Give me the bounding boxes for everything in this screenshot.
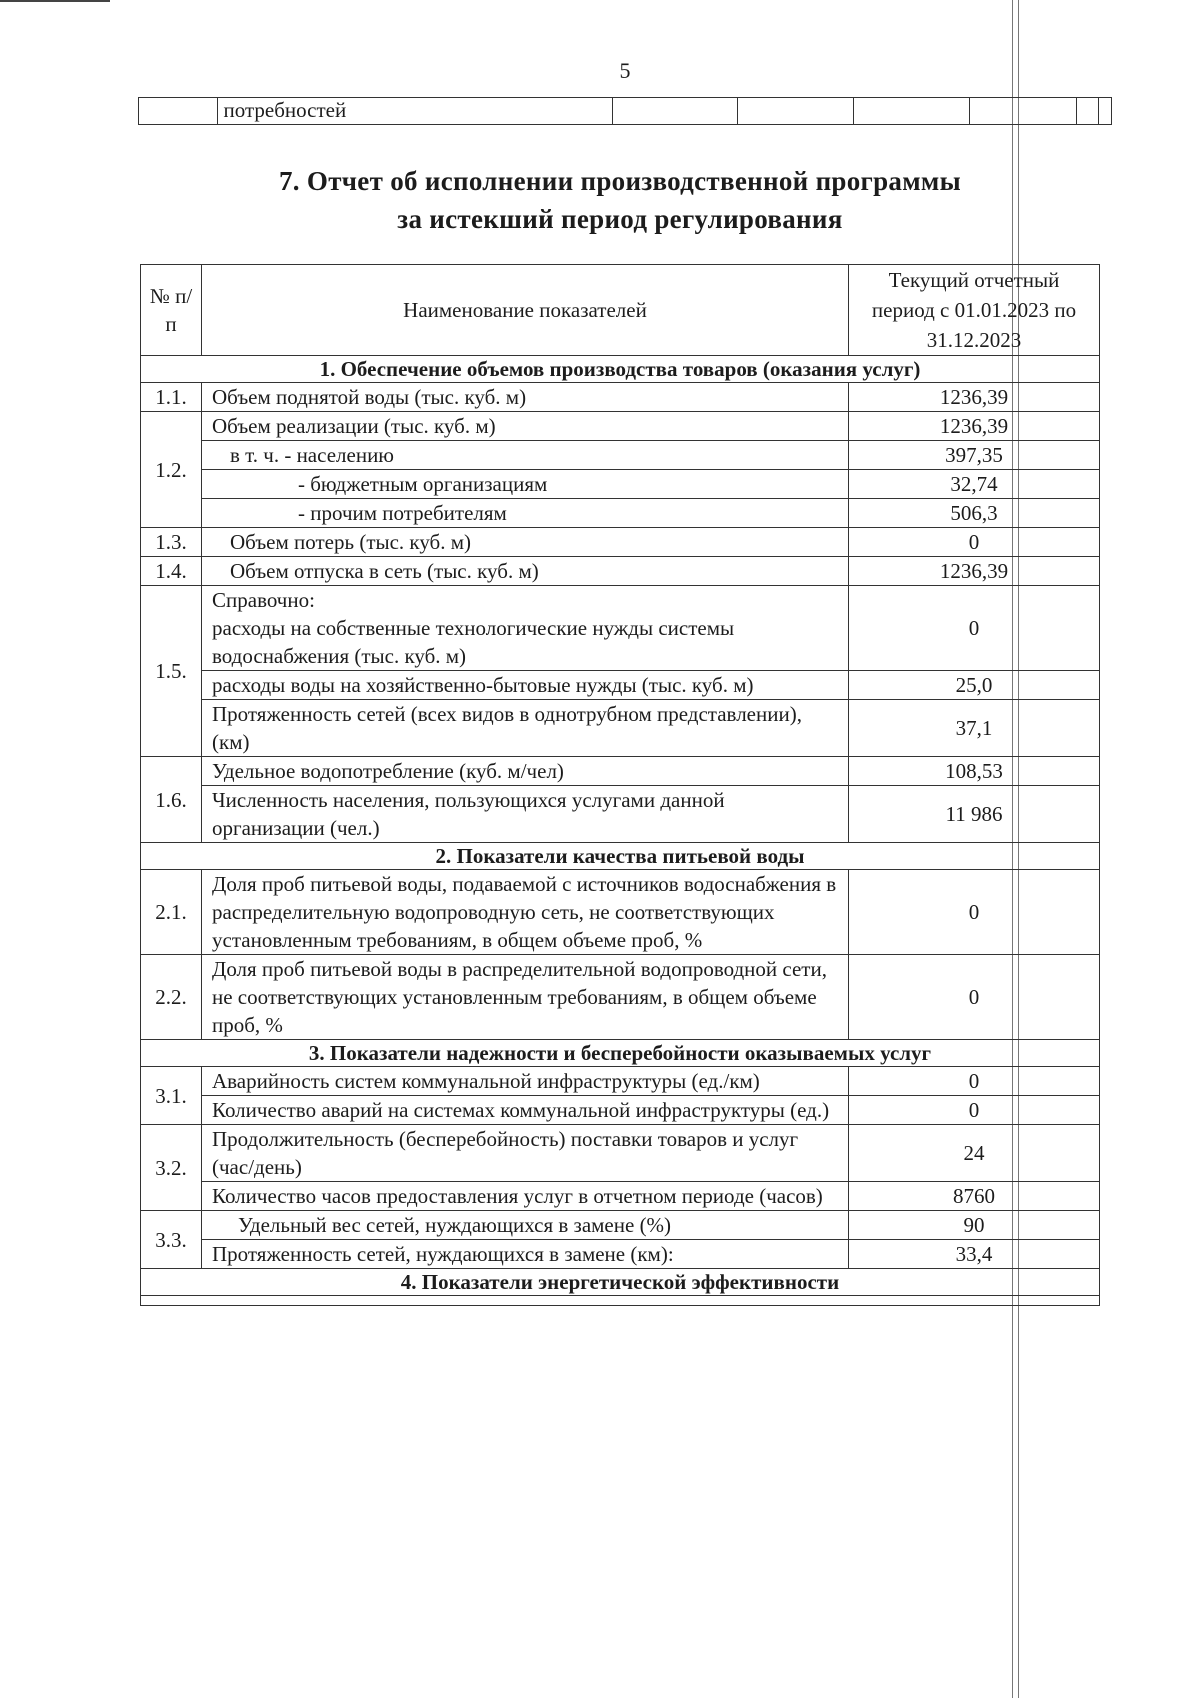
section-row (141, 1040, 1100, 1067)
row-value: 0 (849, 955, 1100, 1040)
row-num: 1.6. (141, 757, 202, 843)
row-num: 2.2. (141, 955, 202, 1040)
row-name: Объем отпуска в сеть (тыс. куб. м) (202, 557, 849, 586)
row-value: 1236,39 (849, 383, 1100, 412)
row-value: 1236,39 (849, 412, 1100, 441)
section-row (141, 356, 1100, 383)
row-num: 1.5. (141, 586, 202, 757)
table-row (141, 1211, 1100, 1240)
table-row (141, 1125, 1100, 1182)
section-heading: 4. Показатели энергетической эффективности (141, 1269, 1100, 1296)
row-value: 11 986 (849, 786, 1100, 843)
table-row (141, 786, 1100, 843)
row-name: Справочно: расходы на собственные технологические нужды системы водоснабжения (тыс. куб. м) (202, 586, 849, 671)
header-name: Наименование показателей (202, 265, 849, 356)
table-row (141, 557, 1100, 586)
header-num: № п/п (141, 265, 202, 356)
row-value: 0 (849, 586, 1100, 671)
production-program-table (140, 264, 1100, 1306)
row-value: 397,35 (849, 441, 1100, 470)
row-num: 3.3. (141, 1211, 202, 1269)
row-value: 37,1 (849, 700, 1100, 757)
row-name: Протяженность сетей, нуждающихся в замене (км): (202, 1240, 849, 1269)
row-value: 506,3 (849, 499, 1100, 528)
section-heading: 3. Показатели надежности и бесперебойности оказываемых услуг (141, 1040, 1100, 1067)
table-row (141, 586, 1100, 671)
row-name: Протяженность сетей (всех видов в однотрубном представлении), (км) (202, 700, 849, 757)
table-row (141, 383, 1100, 412)
row-name: в т. ч. - населению (202, 441, 849, 470)
table-row (141, 870, 1100, 955)
table-row (141, 1240, 1100, 1269)
table-row (141, 1182, 1100, 1211)
row-num: 1.4. (141, 557, 202, 586)
row-num: 1.1. (141, 383, 202, 412)
section-heading: 1. Обеспечение объемов производства товаров (оказания услуг) (141, 356, 1100, 383)
row-value: 25,0 (849, 671, 1100, 700)
row-name: - бюджетным организациям (202, 470, 849, 499)
row-value: 8760 (849, 1182, 1100, 1211)
table-row (141, 528, 1100, 557)
row-value: 1236,39 (849, 557, 1100, 586)
row-name: Объем реализации (тыс. куб. м) (202, 412, 849, 441)
row-name: Объем потерь (тыс. куб. м) (202, 528, 849, 557)
row-value: 0 (849, 528, 1100, 557)
title-line: 7. Отчет об исполнении производственной программы (279, 166, 961, 196)
row-value: 90 (849, 1211, 1100, 1240)
row-num: 3.2. (141, 1125, 202, 1211)
row-num: 1.2. (141, 412, 202, 528)
row-name: Численность населения, пользующихся услугами данной организации (чел.) (202, 786, 849, 843)
section-title (140, 162, 1100, 238)
scan-corner-mark (0, 0, 110, 2)
header-period: Текущий отчетный период с 01.01.2023 по 31.12.2023 (849, 265, 1100, 356)
table-row (141, 1067, 1100, 1096)
table-row (141, 412, 1100, 441)
row-value: 0 (849, 870, 1100, 955)
row-name: Доля проб питьевой воды в распределительной водопроводной сети, не соответствующих установленным требованиям, в общем объеме проб, % (202, 955, 849, 1040)
table-row (141, 441, 1100, 470)
row-value: 0 (849, 1096, 1100, 1125)
row-name: Продолжительность (бесперебойность) поставки товаров и услуг (час/день) (202, 1125, 849, 1182)
row-name: Доля проб питьевой воды, подаваемой с источников водоснабжения в распределительную водопроводную сеть, не соответствующих установленным требованиям, в общем объеме проб, % (202, 870, 849, 955)
table-row (141, 470, 1100, 499)
row-name: расходы воды на хозяйственно-бытовые нужды (тыс. куб. м) (202, 671, 849, 700)
row-num: 3.1. (141, 1067, 202, 1125)
row-value: 24 (849, 1125, 1100, 1182)
table-header-row (141, 265, 1100, 356)
row-name: Количество аварий на системах коммунальной инфраструктуры (ед.) (202, 1096, 849, 1125)
row-num: 1.3. (141, 528, 202, 557)
table-row (141, 955, 1100, 1040)
section-row (141, 843, 1100, 870)
row-name: Удельный вес сетей, нуждающихся в замене (%) (202, 1211, 849, 1240)
table-row (141, 1096, 1100, 1125)
row-value: 0 (849, 1067, 1100, 1096)
row-value: 33,4 (849, 1240, 1100, 1269)
section-row (141, 1269, 1100, 1296)
carryover-label: потребностей (217, 98, 612, 125)
row-name: - прочим потребителям (202, 499, 849, 528)
table-row (139, 98, 1112, 125)
section-heading: 2. Показатели качества питьевой воды (141, 843, 1100, 870)
row-name: Количество часов предоставления услуг в отчетном периоде (часов) (202, 1182, 849, 1211)
table-row (141, 671, 1100, 700)
title-line: за истекший период регулирования (397, 204, 843, 234)
row-name: Удельное водопотребление (куб. м/чел) (202, 757, 849, 786)
table-row (141, 700, 1100, 757)
row-value: 108,53 (849, 757, 1100, 786)
table-row (141, 499, 1100, 528)
row-name: Аварийность систем коммунальной инфраструктуры (ед./км) (202, 1067, 849, 1096)
carryover-table (138, 97, 1112, 125)
page-number: 5 (619, 58, 631, 83)
table-row (141, 757, 1100, 786)
table-row (141, 1296, 1100, 1306)
row-value: 32,74 (849, 470, 1100, 499)
row-num: 2.1. (141, 870, 202, 955)
row-name: Объем поднятой воды (тыс. куб. м) (202, 383, 849, 412)
